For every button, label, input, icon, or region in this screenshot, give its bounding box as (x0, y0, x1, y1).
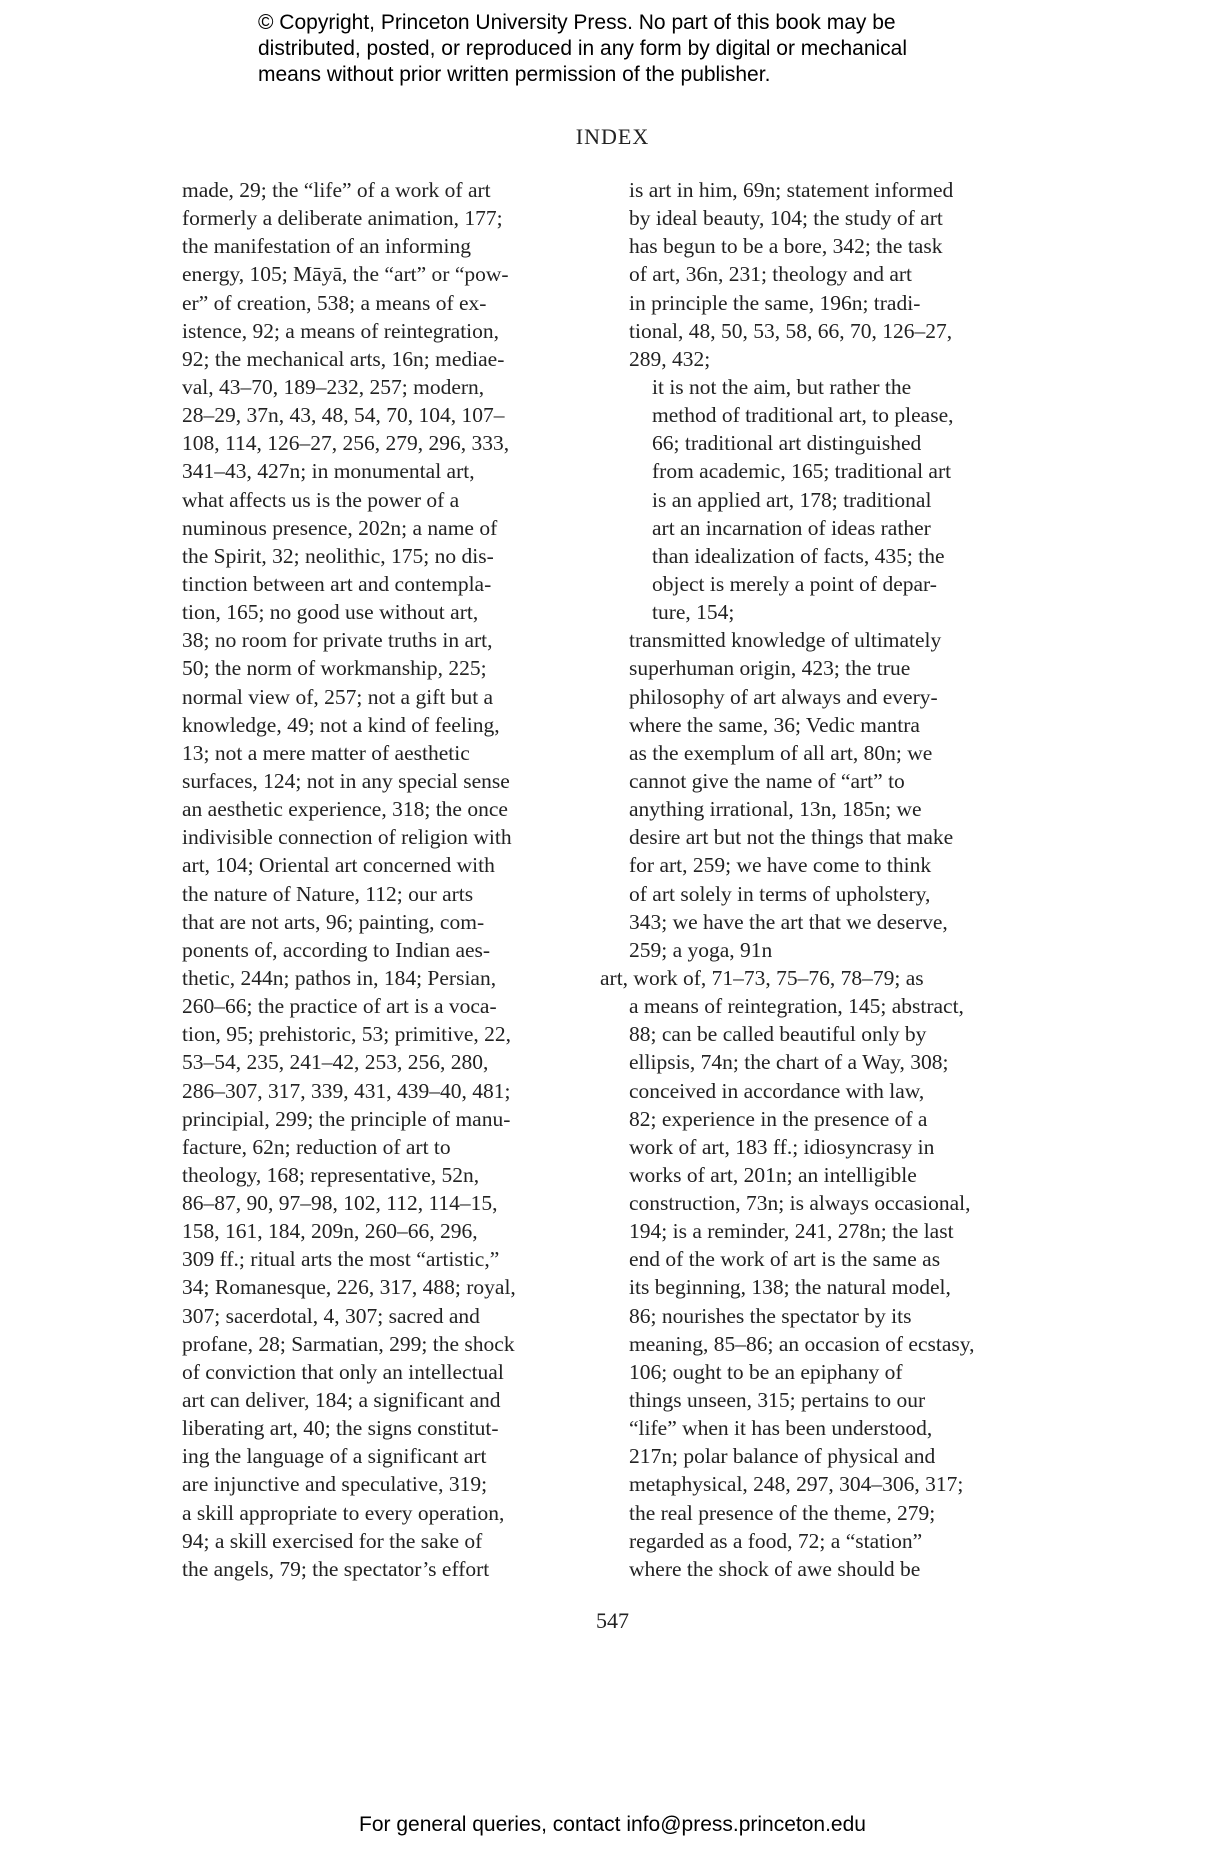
index-line: cannot give the name of “art” to (629, 768, 905, 793)
index-line: profane, 28; Sarmatian, 299; the shock (182, 1331, 515, 1356)
index-line: “life” when it has been understood, (629, 1416, 933, 1441)
index-line: facture, 62n; reduction of art to (182, 1134, 451, 1159)
copyright-notice (258, 10, 1018, 88)
index-line: ing the language of a significant art (182, 1444, 487, 1469)
index-line: energy, 105; Māyā, the “art” or “pow- (182, 262, 509, 287)
index-line: 307; sacerdotal, 4, 307; sacred and (182, 1303, 480, 1328)
index-line: from academic, 165; traditional art (652, 459, 952, 484)
index-line: end of the work of art is the same as (629, 1247, 941, 1272)
index-line: 158, 161, 184, 209n, 260–66, 296, (182, 1219, 478, 1244)
copyright-line: distributed, posted, or reproduced in any form by digital or mechanical (258, 37, 908, 60)
index-line: surfaces, 124; not in any special sense (182, 768, 510, 793)
index-line: knowledge, 49; not a kind of feeling, (182, 712, 500, 737)
index-line: 289, 432; (629, 346, 711, 371)
index-line: a means of reintegration, 145; abstract, (629, 994, 964, 1019)
index-line: 28–29, 37n, 43, 48, 54, 70, 104, 107– (182, 403, 505, 428)
index-line: indivisible connection of religion with (182, 825, 512, 850)
index-line: normal view of, 257; not a gift but a (182, 684, 494, 709)
index-line: 106; ought to be an epiphany of (629, 1359, 903, 1384)
index-line: art an incarnation of ideas rather (652, 515, 931, 540)
index-line: 92; the mechanical arts, 16n; mediae- (182, 346, 505, 371)
index-line: is an applied art, 178; traditional (652, 487, 932, 512)
index-line: anything irrational, 13n, 185n; we (629, 797, 922, 822)
index-line: numinous presence, 202n; a name of (182, 515, 498, 540)
index-line: it is not the aim, but rather the (652, 374, 912, 399)
index-line: 50; the norm of workmanship, 225; (182, 656, 487, 681)
index-line: thetic, 244n; pathos in, 184; Persian, (182, 965, 497, 990)
index-line: of art, 36n, 231; theology and art (629, 262, 913, 287)
index-line: where the shock of awe should be (629, 1556, 921, 1581)
index-line: ture, 154; (652, 600, 735, 625)
index-line: metaphysical, 248, 297, 304–306, 317; (629, 1472, 964, 1497)
index-line: is art in him, 69n; statement informed (629, 178, 954, 202)
footer-contact: For general queries, contact info@press.princeton.edu (359, 1813, 866, 1836)
index-line: philosophy of art always and every- (629, 684, 938, 709)
index-line: 259; a yoga, 91n (629, 937, 773, 962)
index-line: ellipsis, 74n; the chart of a Way, 308; (629, 1050, 949, 1075)
index-line: 94; a skill exercised for the sake of (182, 1528, 483, 1553)
index-line: 34; Romanesque, 226, 317, 488; royal, (182, 1275, 516, 1300)
index-line: the nature of Nature, 112; our arts (182, 881, 474, 906)
index-line: 309 ff.; ritual arts the most “artistic,” (182, 1247, 500, 1272)
index-line: of art solely in terms of upholstery, (629, 881, 931, 906)
index-line: as the exemplum of all art, 80n; we (629, 740, 933, 765)
index-line: construction, 73n; is always occasional, (629, 1191, 971, 1216)
index-line: 86; nourishes the spectator by its (629, 1303, 912, 1328)
copyright-line: © Copyright, Princeton University Press. No part of this book may be (258, 11, 896, 34)
index-line: are injunctive and speculative, 319; (182, 1472, 488, 1497)
index-line: 82; experience in the presence of a (629, 1106, 928, 1131)
index-line: tion, 165; no good use without art, (182, 600, 479, 625)
index-line: er” of creation, 538; a means of ex- (182, 290, 487, 315)
index-line: that are not arts, 96; painting, com- (182, 909, 485, 934)
index-line: val, 43–70, 189–232, 257; modern, (182, 374, 485, 399)
index-column-left (182, 176, 580, 1583)
index-line: meaning, 85–86; an occasion of ecstasy, (629, 1331, 975, 1356)
index-line: has begun to be a bore, 342; the task (629, 234, 943, 259)
index-line: 260–66; the practice of art is a voca- (182, 994, 497, 1019)
index-line: 38; no room for private truths in art, (182, 628, 493, 653)
index-line: than idealization of facts, 435; the (652, 543, 945, 568)
index-line: method of traditional art, to please, (652, 403, 954, 428)
index-line: object is merely a point of depar- (652, 571, 937, 596)
index-line: formerly a deliberate animation, 177; (182, 206, 503, 231)
index-line: the Spirit, 32; neolithic, 175; no dis- (182, 543, 494, 568)
index-line: in principle the same, 196n; tradi- (629, 290, 921, 315)
index-line: where the same, 36; Vedic mantra (629, 712, 920, 737)
index-line: art can deliver, 184; a significant and (182, 1388, 501, 1413)
index-line: 53–54, 235, 241–42, 253, 256, 280, (182, 1050, 489, 1075)
index-line: made, 29; the “life” of a work of art (182, 178, 491, 202)
index-line: principial, 299; the principle of manu- (182, 1106, 511, 1131)
index-line: 194; is a reminder, 241, 278n; the last (629, 1219, 954, 1244)
index-line: theology, 168; representative, 52n, (182, 1162, 480, 1187)
index-line: what affects us is the power of a (182, 487, 460, 512)
index-line: regarded as a food, 72; a “station” (629, 1528, 923, 1553)
index-line: 108, 114, 126–27, 256, 279, 296, 333, (182, 431, 510, 456)
index-line: conceived in accordance with law, (629, 1078, 925, 1103)
index-line: things unseen, 315; pertains to our (629, 1388, 926, 1413)
index-line: tinction between art and contempla- (182, 571, 492, 596)
index-line: of conviction that only an intellectual (182, 1359, 504, 1384)
index-line: desire art but not the things that make (629, 825, 954, 850)
page-number: 547 (596, 1608, 629, 1633)
index-line: 13; not a mere matter of aesthetic (182, 740, 470, 765)
index-line: its beginning, 138; the natural model, (629, 1275, 951, 1300)
index-line: an aesthetic experience, 318; the once (182, 797, 508, 822)
running-head: INDEX (575, 124, 650, 149)
index-line: 341–43, 427n; in monumental art, (182, 459, 475, 484)
index-line: work of art, 183 ff.; idiosyncrasy in (629, 1134, 935, 1159)
index-line: 217n; polar balance of physical and (629, 1444, 936, 1469)
index-line: art, work of, 71–73, 75–76, 78–79; as (600, 965, 924, 990)
index-line: art, 104; Oriental art concerned with (182, 853, 495, 878)
index-line: istence, 92; a means of reintegration, (182, 318, 500, 343)
index-line: works of art, 201n; an intelligible (629, 1162, 917, 1187)
index-line: a skill appropriate to every operation, (182, 1500, 505, 1525)
index-line: tional, 48, 50, 53, 58, 66, 70, 126–27, (629, 318, 953, 343)
index-line: the angels, 79; the spectator’s effort (182, 1556, 490, 1581)
index-line: 86–87, 90, 97–98, 102, 112, 114–15, (182, 1191, 498, 1216)
index-line: by ideal beauty, 104; the study of art (629, 206, 943, 231)
index-line: tion, 95; prehistoric, 53; primitive, 22, (182, 1022, 512, 1047)
index-line: superhuman origin, 423; the true (629, 656, 911, 681)
index-line: the real presence of the theme, 279; (629, 1500, 936, 1525)
index-line: ponents of, according to Indian aes- (182, 937, 491, 962)
index-line: transmitted knowledge of ultimately (629, 628, 942, 653)
index-line: liberating art, 40; the signs constitut- (182, 1416, 499, 1441)
index-line: for art, 259; we have come to think (629, 853, 932, 878)
index-column-right (600, 176, 1025, 1583)
index-line: 66; traditional art distinguished (652, 431, 922, 456)
index-line: the manifestation of an informing (182, 234, 471, 259)
index-line: 88; can be called beautiful only by (629, 1022, 927, 1047)
copyright-line: means without prior written permission of the publisher. (258, 63, 771, 86)
index-line: 343; we have the art that we deserve, (629, 909, 948, 934)
index-line: 286–307, 317, 339, 431, 439–40, 481; (182, 1078, 511, 1103)
